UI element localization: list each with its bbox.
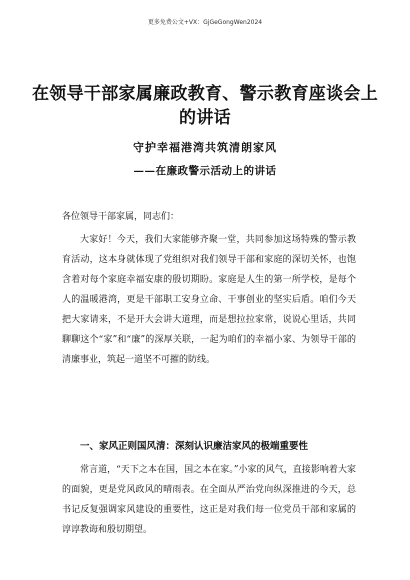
section-heading-1: 一、家风正则国风清：深刻认识廉洁家风的极端重要性 [80,441,309,452]
salutation: 各位领导干部家属，同志们： [62,212,180,222]
paragraph-opening: 大家好！今天，我们大家能够齐聚一堂，共同参加这场特殊的警示教育活动，这本身就体现了党组织对我们领导干部和家庭的深切关怀，也饱含着对每个家庭幸福安康的殷切期盼。家庭是人生的第一所学校，是每个人的温暖港湾，更是干部职工安身立命、干事创业的坚实后盾。咱们今天把大家请来，不是开大会讲大道理，而是想拉拉家常，说说心里话，共同聊聊这个“家”和“廉”的深厚关联，一起为咱们的幸福小家、为领导干部的清廉事业，筑起一道坚不可摧的防线。 [62,235,356,365]
header-note: 更多免费公文+VX：GjGeGongWen2024 [147,19,263,26]
document-title: 在领导干部家属廉政教育、警示教育座谈会上的讲话 [32,84,378,128]
document-subtitle-secondary: ——在廉政警示活动上的讲话 [133,165,277,177]
document-subtitle: 守护幸福港湾共筑清朗家风 [133,141,277,154]
paragraph-section-1: 常言道，“天下之本在国，国之本在家。”小家的风气，直接影响着大家的面貌，更是党风政风的晴雨表。在全面从严治党向纵深推进的今天，总书记反复强调家风建设的重要性，这正是对我们每一位党员干部和家属的谆谆教诲和殷切期望。 [62,465,356,535]
